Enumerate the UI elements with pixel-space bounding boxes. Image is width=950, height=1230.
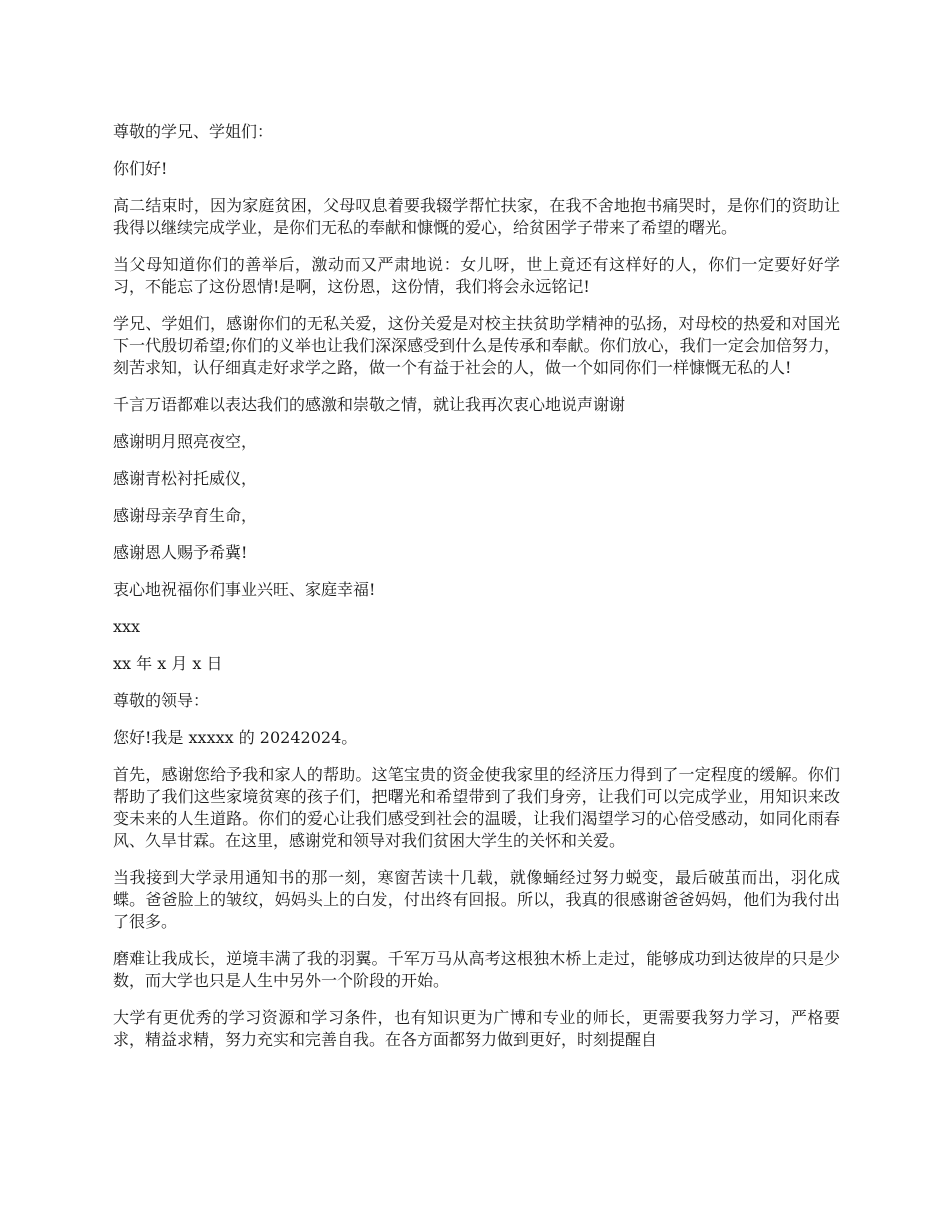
signature: xxx: [113, 617, 141, 636]
poem-line: 感谢恩人赐予希冀!: [113, 543, 248, 562]
body-paragraph: 大学有更优秀的学习资源和学习条件，也有知识更为广博和专业的师长，更需要我努力学习，严格要求，精益求精，努力充实和完善自我。在各方面都努力做到更好，时刻提醒自: [113, 1008, 840, 1049]
body-paragraph: 千言万语都难以表达我们的感激和崇敬之情，就让我再次衷心地说声谢谢: [113, 395, 626, 414]
body-paragraph: 当父母知道你们的善举后，激动而又严肃地说：女儿呀，世上竟还有这样好的人，你们一定要好好学习，不能忘了这份恩情!是啊，这份恩，这份情，我们将会永远铭记!: [113, 255, 840, 296]
closing-wish: 衷心地祝福你们事业兴旺、家庭幸福!: [113, 580, 376, 599]
body-paragraph: 磨难让我成长，逆境丰满了我的羽翼。千军万马从高考这根独木桥上走过，能够成功到达彼岸的只是少数，而大学也只是人生中另外一个阶段的开始。: [113, 949, 840, 990]
date-line: xx 年 x 月 x 日: [113, 654, 223, 673]
document-body: [113, 121, 840, 1066]
body-paragraph: 高二结束时，因为家庭贫困，父母叹息着要我辍学帮忙扶家，在我不舍地抱书痛哭时，是你们的资助让我得以继续完成学业，是你们无私的奉献和慷慨的爱心，给贫困学子带来了希望的曙光。: [113, 196, 840, 237]
salutation-seniors: 尊敬的学兄、学姐们：: [113, 122, 274, 141]
body-paragraph: 当我接到大学录用通知书的那一刻，寒窗苦读十几载，就像蛹经过努力蜕变，最后破茧而出，羽化成蝶。爸爸脸上的皱纹，妈妈头上的白发，付出终有回报。所以，我真的很感谢爸爸妈妈，他们为我付出了很多。: [113, 868, 840, 931]
greeting: 你们好!: [113, 159, 168, 178]
salutation-leaders: 尊敬的领导：: [113, 691, 210, 710]
poem-line: 感谢青松衬托威仪，: [113, 469, 258, 488]
body-paragraph: 学兄、学姐们，感谢你们的无私关爱，这份关爱是对校主扶贫助学精神的弘扬，对母校的热爱和对国光下一代殷切希望;你们的义举也让我们深深感受到什么是传承和奉献。你们放心，我们一定会加倍努力，刻苦求知，认仔细真走好求学之路，做一个有益于社会的人，做一个如同你们一样慷慨无私的人!: [113, 314, 840, 377]
poem-line: 感谢母亲孕育生命，: [113, 506, 258, 525]
body-paragraph: 首先，感谢您给予我和家人的帮助。这笔宝贵的资金使我家里的经济压力得到了一定程度的缓解。你们帮助了我们这些家境贫寒的孩子们，把曙光和希望带到了我们身旁，让我们可以完成学业，用知识来改变未来的人生道路。你们的爱心让我们感受到社会的温暖，让我们渴望学习的心倍受感动，如同化雨春风、久旱甘霖。在这里，感谢党和领导对我们贫困大学生的关怀和关爱。: [113, 765, 840, 850]
greeting-intro: 您好!我是 xxxxx 的 20242024。: [113, 728, 358, 747]
poem-line: 感谢明月照亮夜空，: [113, 432, 258, 451]
